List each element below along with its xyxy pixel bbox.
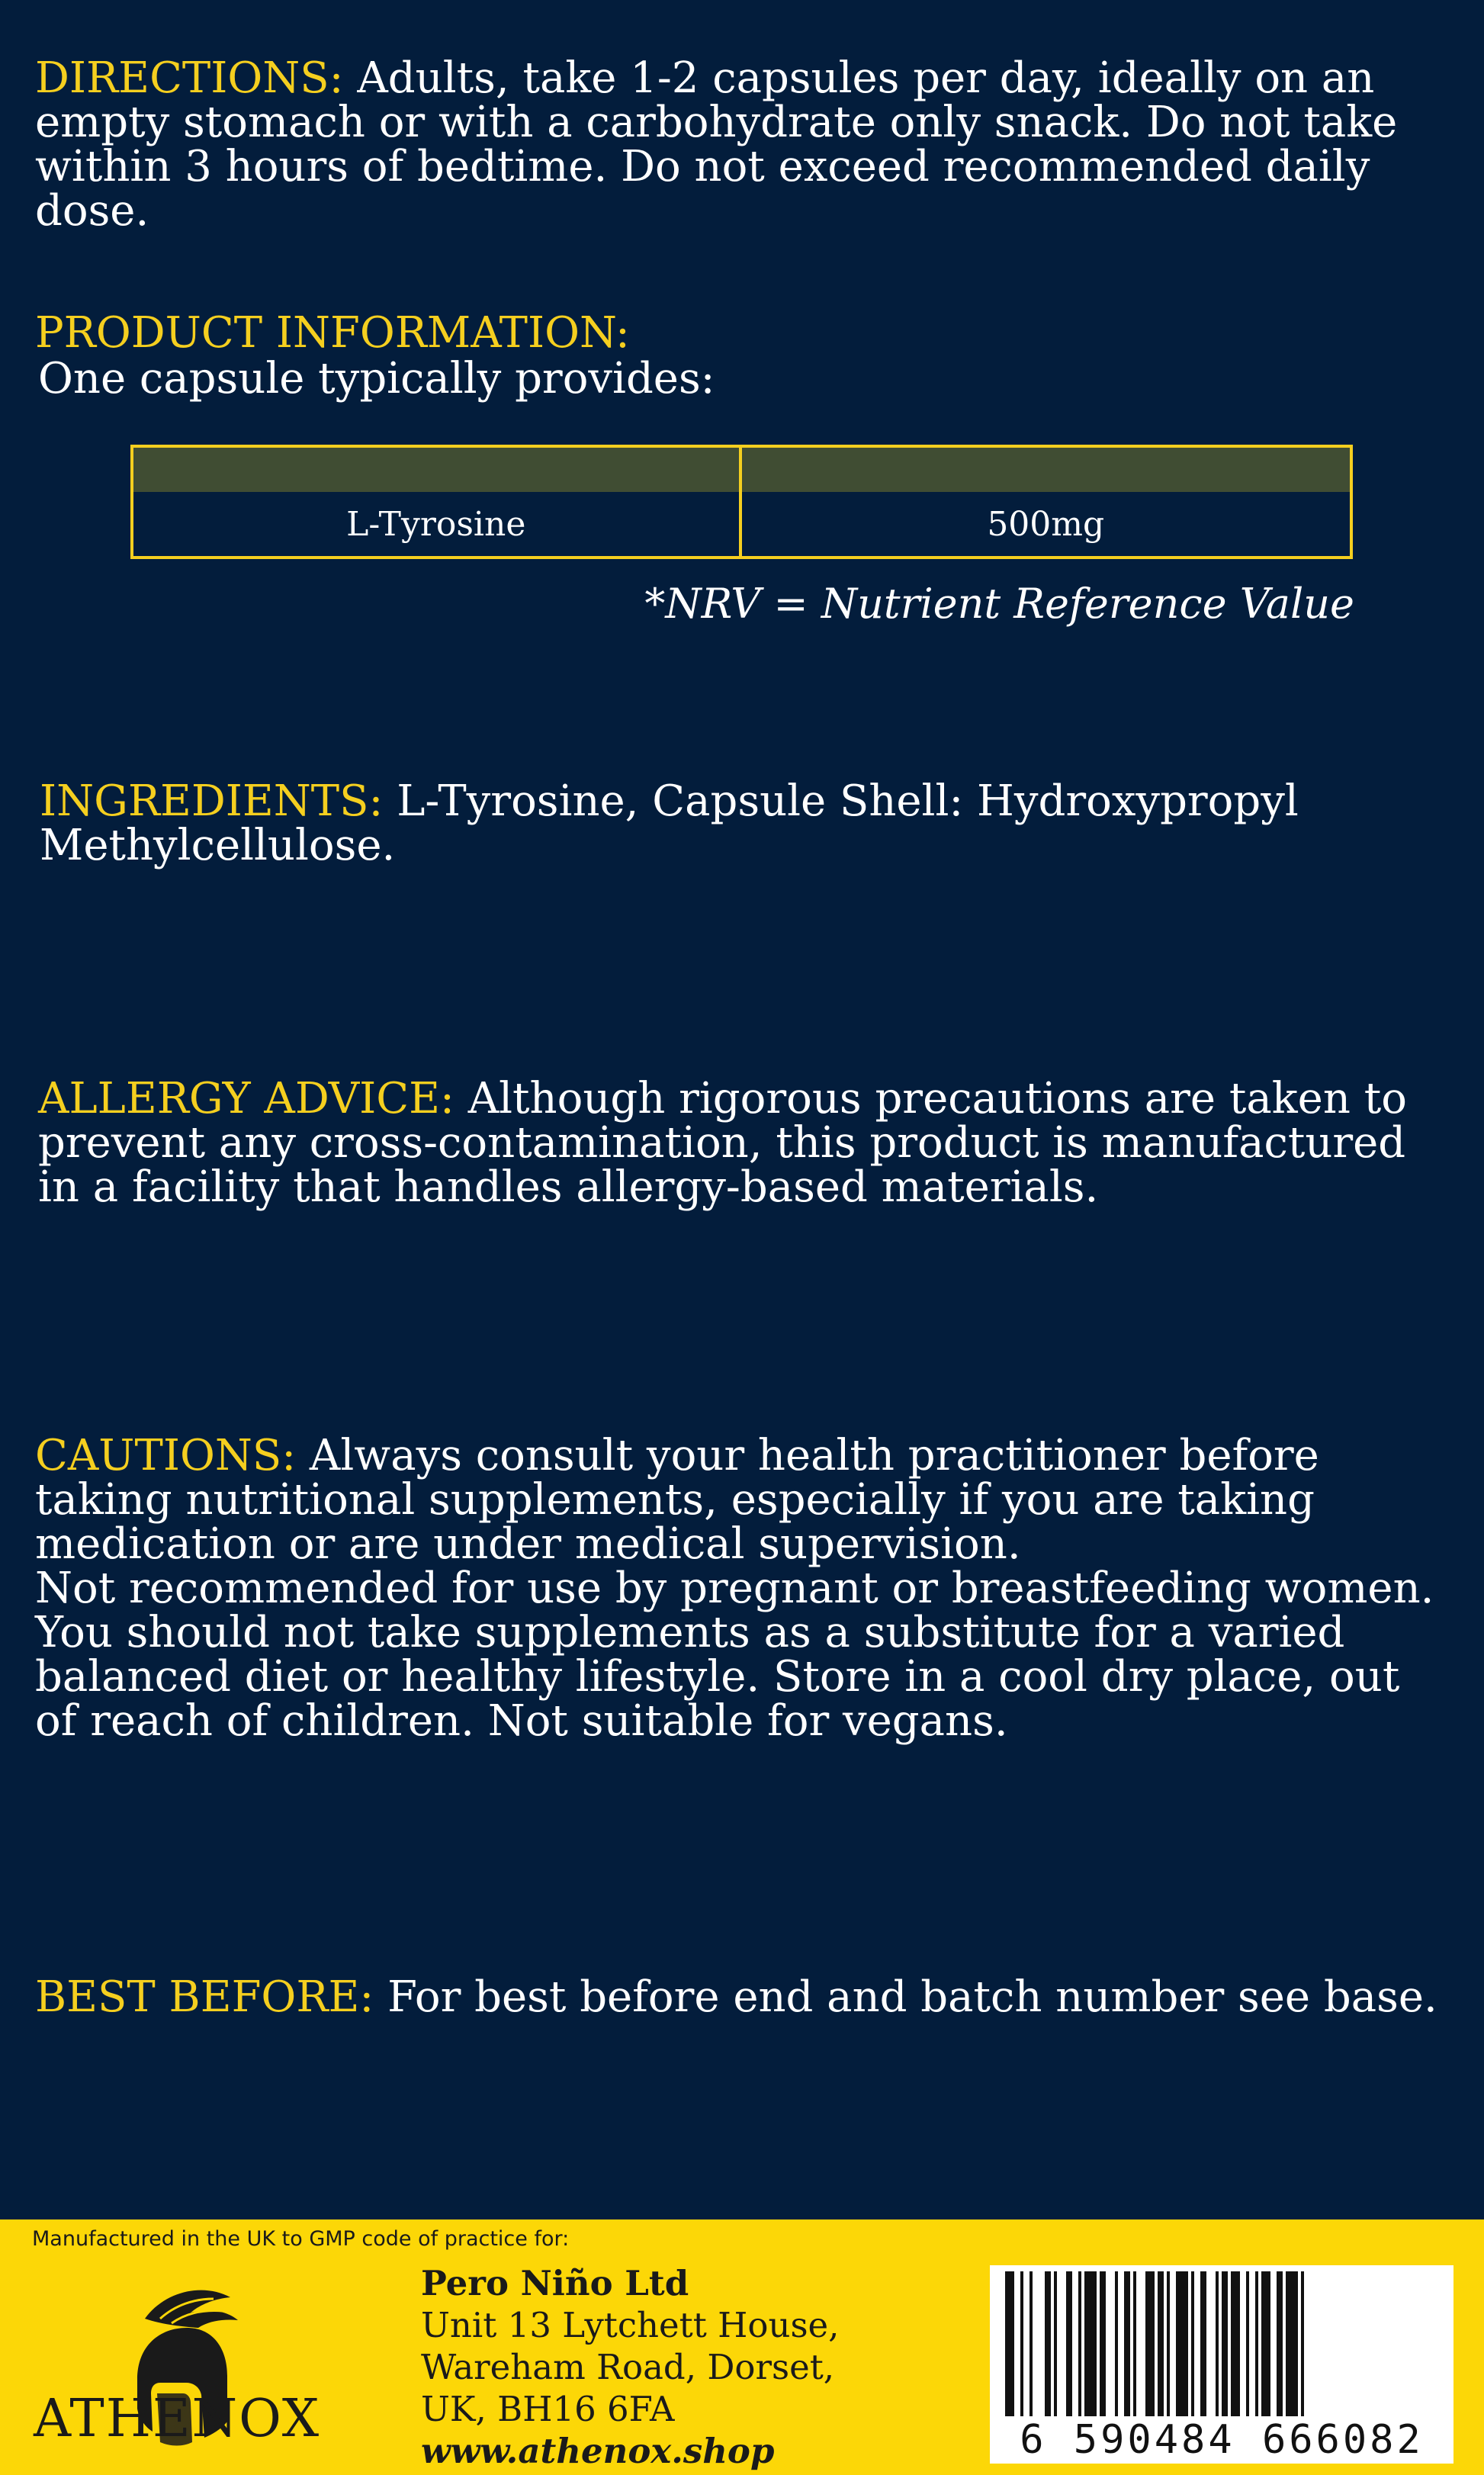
best-before-section	[35, 1972, 1453, 2022]
best-before-text: For best before end and batch number see base.	[387, 1972, 1437, 2022]
address-line: Unit 13 Lytchett House,	[421, 2305, 840, 2345]
directions-text: Adults, take 1-2 capsules per day, ideally on an empty stomach or with a carbohydrate only snack. Do not take within 3 hours of bedtime. Do not exceed recommended daily dose.	[35, 53, 1398, 236]
directions-heading: DIRECTIONS:	[35, 53, 344, 103]
cautions-text-continued: Not recommended for use by pregnant or breastfeeding women. You should not take supplements as a substitute for a varied balanced diet or healthy lifestyle. Store in a cool dry place, out of reach of children. Not suitable for vegans.	[35, 1564, 1434, 1746]
allergy-text: Although rigorous precautions are taken to prevent any cross-contamination, this product is manufactured in a facility that handles allergy-based materials.	[38, 1074, 1407, 1212]
footer	[0, 2219, 1484, 2475]
brand-name: ATHENOX	[34, 2389, 321, 2449]
table-row	[133, 492, 1350, 556]
best-before-heading: BEST BEFORE:	[35, 1972, 374, 2022]
cautions-section	[35, 1431, 1453, 1746]
ingredients-section	[40, 776, 1458, 870]
ingredients-heading: INGREDIENTS:	[40, 776, 384, 826]
company-name: Pero Niño Ltd	[421, 2263, 689, 2303]
ingredient-cell: L-Tyrosine	[133, 492, 742, 556]
manufactured-note: Manufactured in the UK to GMP code of practice for:	[32, 2227, 570, 2251]
allergy-section	[38, 1074, 1457, 1212]
nutrition-table-header-cell	[133, 448, 742, 492]
nrv-note: *NRV = Nutrient Reference Value	[644, 580, 1354, 628]
cautions-text: Always consult your health practitioner before taking nutritional supplements, especially if you are taking medication or are under medical supervision.	[35, 1431, 1319, 1569]
amount-cell: 500mg	[987, 504, 1105, 544]
nutrition-table-header-cell	[742, 448, 1351, 492]
ingredients-text: L-Tyrosine, Capsule Shell: Hydroxypropyl Methylcellulose.	[40, 776, 1299, 870]
address-line: Wareham Road, Dorset,	[421, 2347, 835, 2387]
directions-section	[35, 53, 1453, 236]
barcode	[990, 2265, 1453, 2464]
product-information-heading: PRODUCT INFORMATION:	[35, 308, 630, 358]
nutrition-table-header	[133, 448, 1350, 492]
product-information-intro: One capsule typically provides:	[38, 354, 715, 403]
allergy-heading: ALLERGY ADVICE:	[38, 1074, 455, 1123]
barcode-number: 6 590484 666082	[990, 2416, 1453, 2464]
cautions-heading: CAUTIONS:	[35, 1431, 297, 1480]
company-address	[421, 2262, 839, 2472]
nutrition-table	[130, 445, 1353, 559]
website-link: www.athenox.shop	[421, 2431, 775, 2471]
barcode-bars-icon	[990, 2265, 1453, 2418]
address-line: UK, BH16 6FA	[421, 2389, 675, 2429]
